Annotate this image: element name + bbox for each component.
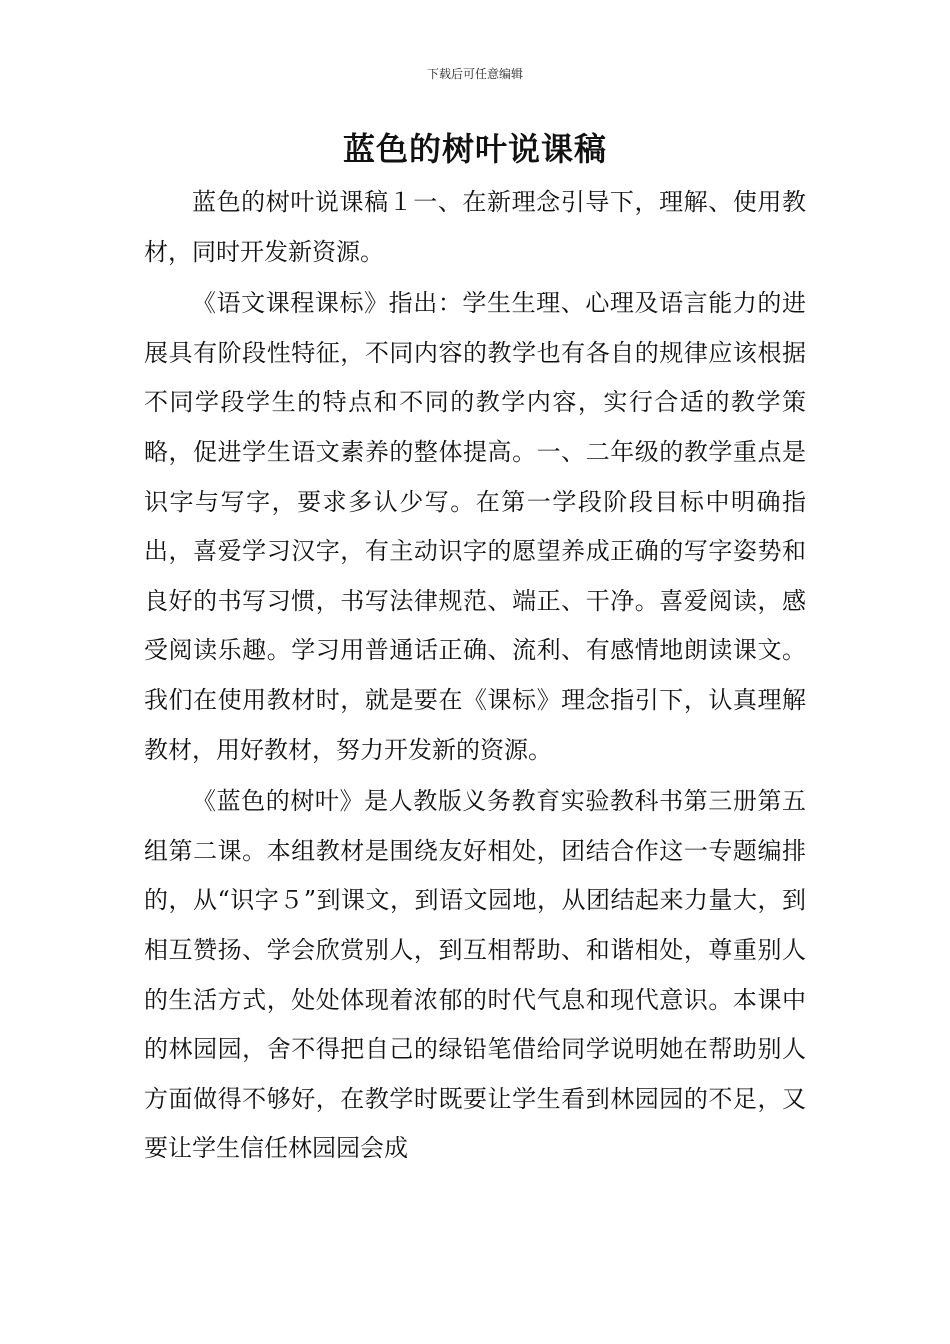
page-header-note: 下载后可任意编辑 xyxy=(426,67,523,81)
paragraph-1: 蓝色的树叶说课稿１一、在新理念引导下，理解、使用教材，同时开发新资源。 xyxy=(144,188,806,266)
paragraph-2: 《语文课程课标》指出：学生生理、心理及语言能力的进展具有阶段性特征，不同内容的教学也有各自的规律应该根据不同学段学生的特点和不同的教学内容，实行合适的教学策略，促进学生语文素养的整体提高。一、二年级的教学重点是识字与写字，要求多认少写。在第一学段阶段目标中明确指出，喜爱学习汉字，有主动识字的愿望养成正确的写字姿势和良好的书写习惯，书写法律规范、端正、干净。喜爱阅读，感受阅读乐趣。学习用普通话正确、流利、有感情地朗读课文。我们在使用教材时，就是要在《课标》理念指引下，认真理解教材，用好教材，努力开发新的资源。 xyxy=(144,289,806,764)
document-title: 蓝色的树叶说课稿 xyxy=(342,130,607,168)
paragraph-3: 《蓝色的树叶》是人教版义务教育实验教科书第三册第五组第二课。本组教材是围绕友好相处，团结合作这一专题编排的，从“识字５”到课文，到语文园地，从团结起来力量大，到相互赞扬、学会欣赏别人，到互相帮助、和谐相处，尊重别人的生活方式，处处体现着浓郁的时代气息和现代意识。本课中的林园园，舍不得把自己的绿铅笔借给同学说明她在帮助别人方面做得不够好，在教学时既要让学生看到林园园的不足，又要让学生信任林园园会成 xyxy=(144,787,806,1163)
document-body xyxy=(144,178,806,1176)
